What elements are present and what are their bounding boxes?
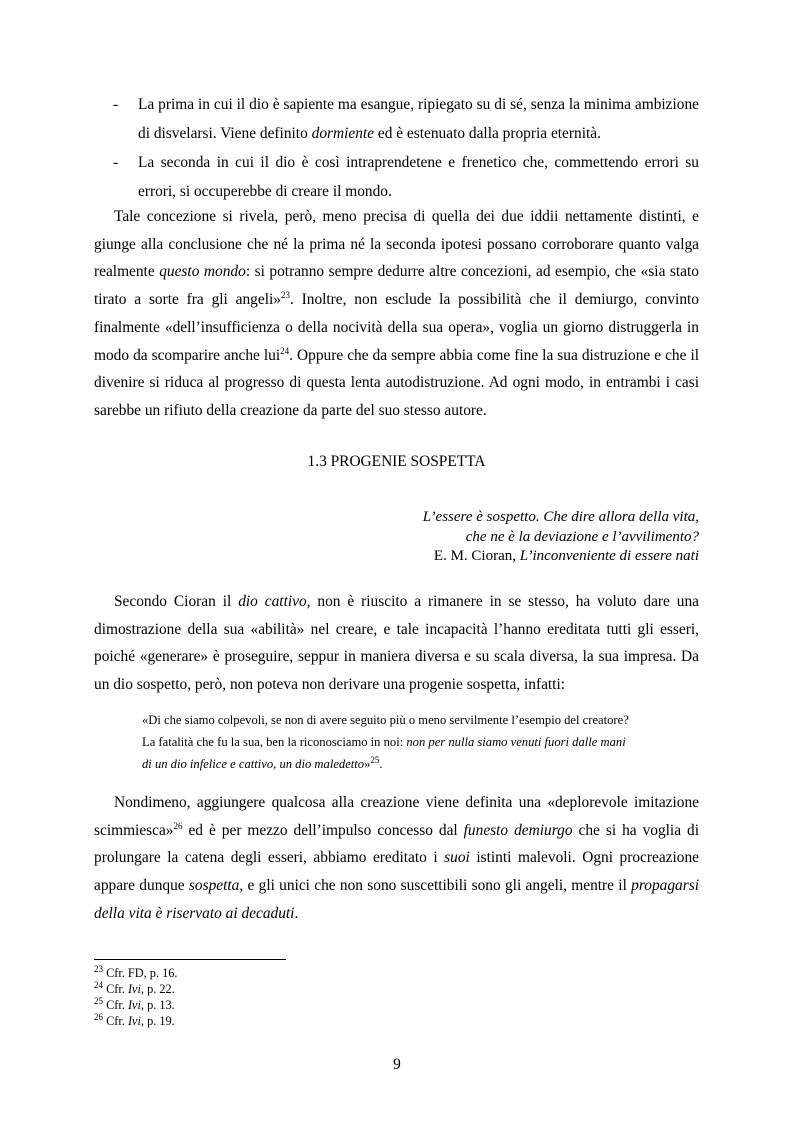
quote-line: «Di che siamo colpevoli, se non di avere seguito più o meno servilmente l’esempio del creatore? — [142, 713, 629, 727]
list-dash: - — [113, 96, 119, 113]
footnote-ref[interactable]: 24 — [280, 345, 290, 356]
section-heading: 1.3 PROGENIE SOSPETTA — [307, 453, 486, 470]
footnote-divider — [94, 959, 286, 960]
footnotes — [94, 965, 177, 1029]
footnote: $^{25}$ Cfr. Ivi, p. 13. — [94, 995, 175, 1012]
footnote-ref[interactable]: 23 — [280, 289, 290, 300]
page-number: 9 — [393, 1056, 401, 1073]
list-dash: - — [113, 154, 119, 171]
footnote-ref[interactable]: 26 — [173, 820, 183, 831]
body-paragraph: Tale concezione si rivela, però, meno precisa di quella dei due iddii nettamente distinti, e giunge alla conclusione che né la prima né la seconda ipotesi possano corroborare quanto valga realmente questo mondo: si potranno sempre dedurre altre concezioni, ad esempio, che «sia stato tirato a sorte fra gli angeli»$^{23}$. Inoltre, non esclude la possibilità che il demiurgo, convinto finalmente «dell’insufficienza o della nocività della sua opera», voglia un giorno distruggerla in modo da scomparire anche lui$^{24}$. Oppure che da sempre abbia come fine la sua distruzione e che il divenire si riduca al progresso di questa lenta autodistruzione. Ad ogni modo, in entrambi i casi sarebbe un rifiuto della creazione da parte del suo stesso autore. — [94, 208, 700, 419]
epigraph-line: L’essere è sospetto. Che dire allora della vita, — [422, 509, 699, 525]
quote-line: La fatalità che fu la sua, ben la riconosciamo in noi: non per nulla siamo venuti fuori dalle mani — [142, 735, 626, 749]
footnote: $^{24}$ Cfr. Ivi, p. 22. — [94, 979, 175, 996]
footnote: $^{23}$ Cfr. FD, p. 16. — [94, 963, 178, 980]
body-paragraph: Nondimeno, aggiungere qualcosa alla creazione viene definita una «deplorevole imitazione scimmiesca»$^{26}$ ed è per mezzo dell’impulso concesso dal funesto demiurgo che si ha voglia di prolungare la catena degli esseri, abbiamo ereditato i suoi istinti malevoli. Ogni procreazione appare dunque sospetta, e gli unici che non sono suscettibili sono gli angeli, mentre il propagarsi della vita è riservato ai decaduti. — [94, 794, 699, 922]
epigraph — [380, 508, 699, 567]
body-paragraph: Secondo Cioran il dio cattivo, non è riuscito a rimanere in se stesso, ha voluto dare una dimostrazione della sua «abilità» nel creare, e tale incapacità l’hanno ereditata tutti gli esseri, poiché «generare» è proseguire, seppur in maniera diversa e su scala diversa, la sua impresa. Da un dio sospetto, però, non poteva non derivare una progenie sospetta, infatti: — [94, 593, 699, 694]
epigraph-line: che ne è la deviazione e l’avvilimento? — [465, 528, 699, 545]
block-quote — [142, 709, 672, 775]
footnote-ref[interactable]: 25 — [370, 754, 380, 765]
list-item: - La prima in cui il dio è sapiente ma esangue, ripiegato su di sé, senza la minima ambizione di disvelarsi. Viene definito dormiente ed è estenuato dalla propria eternità. — [113, 90, 699, 148]
bullet-list — [113, 90, 699, 206]
epigraph-attribution: E. M. Cioran, L’inconveniente di essere nati — [433, 548, 699, 564]
quote-line: di un dio infelice e cattivo, un dio maledetto»$^{25}$. — [142, 754, 383, 771]
footnote: $^{26}$ Cfr. Ivi, p. 19. — [94, 1011, 175, 1028]
list-item: - La seconda in cui il dio è così intraprendetene e frenetico che, commettendo errori su errori, si occuperebbe di creare il mondo. — [113, 148, 699, 206]
